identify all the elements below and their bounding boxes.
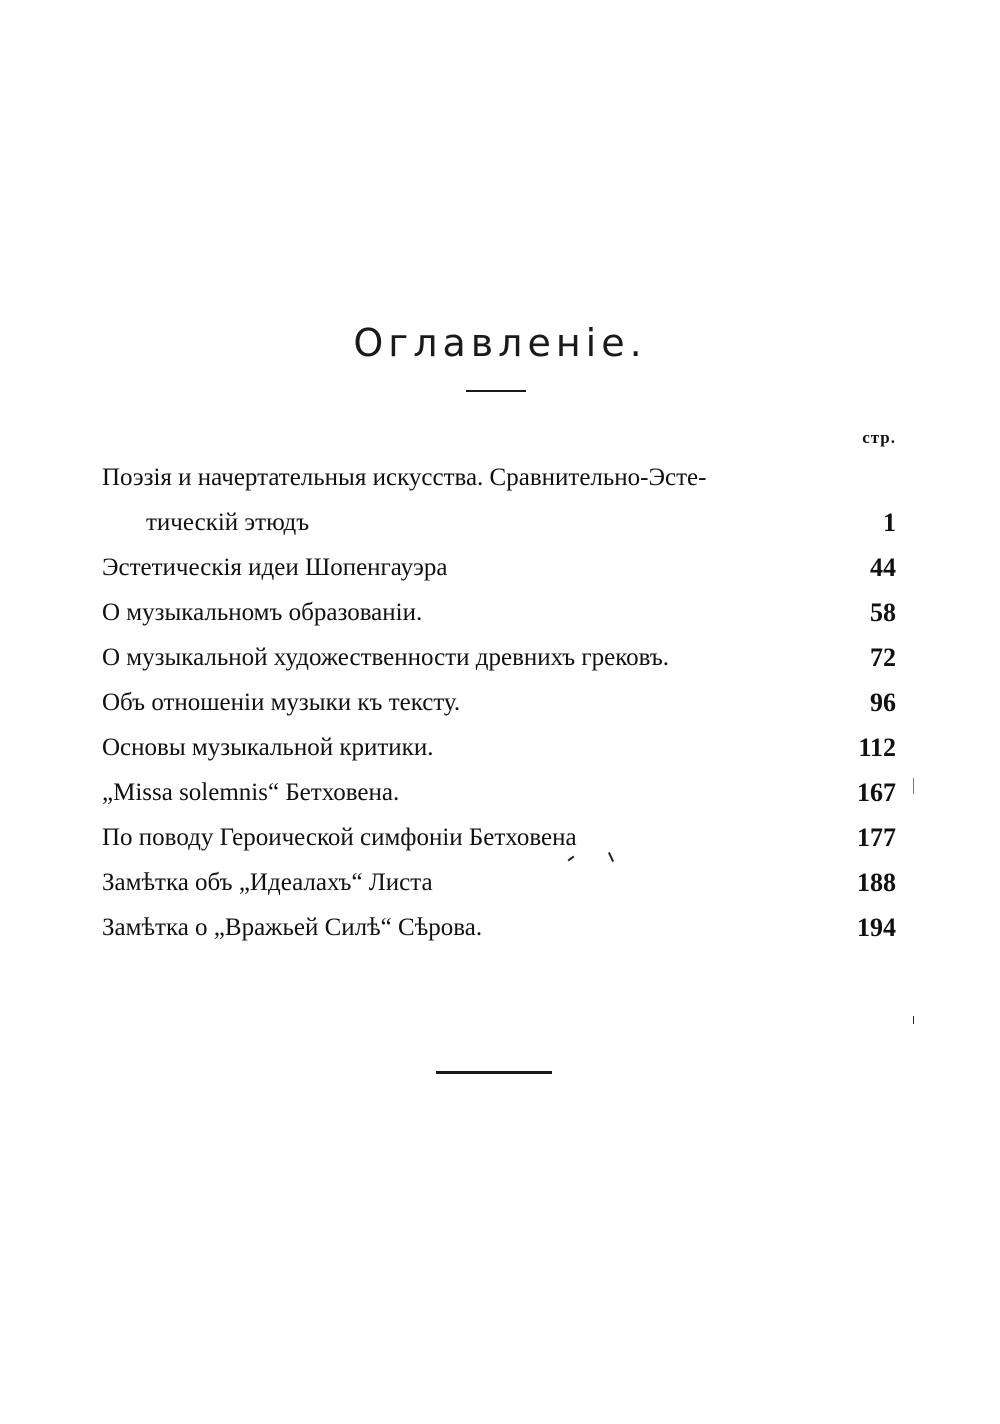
toc-entry[interactable] — [102, 905, 896, 950]
toc-entry-title: Замѣтка объ „Идеалахъ“ Листа — [102, 869, 433, 896]
toc-entry-page-number: 96 — [870, 688, 896, 717]
toc-entry-page-number: 72 — [870, 643, 896, 672]
toc-entry-title: О музыкальномъ образованіи. — [102, 599, 423, 626]
table-of-contents — [102, 455, 896, 950]
toc-entry[interactable] — [102, 860, 896, 905]
bottom-divider — [436, 1071, 552, 1074]
toc-entry-title: Объ отношеніи музыки къ тексту. — [102, 689, 461, 716]
page-column-header: стр. — [862, 428, 896, 447]
toc-entry-title: „Missa solemnis“ Бетховена. — [102, 779, 400, 806]
toc-entry-page-number: 188 — [857, 868, 896, 897]
toc-entry-page-number: 58 — [870, 598, 896, 627]
toc-entry-page-number: 44 — [870, 553, 896, 582]
page-title: Оглавленіе. — [353, 321, 647, 366]
toc-entry[interactable] — [102, 680, 896, 725]
toc-entry-page-number: 177 — [857, 823, 896, 852]
toc-entry[interactable] — [102, 635, 896, 680]
toc-entry-page-number: 167 — [857, 778, 896, 807]
toc-entry-title: О музыкальной художественности древнихъ грековъ. — [102, 644, 669, 671]
toc-entry-title: По поводу Героической симфоніи Бетховена — [102, 824, 577, 851]
toc-entry-page-number: 112 — [858, 733, 896, 762]
toc-entry[interactable] — [102, 455, 896, 545]
scan-artifact — [913, 778, 914, 794]
title-divider — [466, 390, 526, 392]
toc-entry[interactable] — [102, 770, 896, 815]
toc-entry[interactable] — [102, 725, 896, 770]
toc-entry[interactable] — [102, 590, 896, 635]
toc-entry-title-continuation: тическій этюдъ — [146, 509, 310, 536]
toc-entry-title: Основы музыкальной критики. — [102, 734, 434, 761]
toc-entry-title: Эстетическія идеи Шопенгауэра — [102, 554, 448, 581]
toc-entry[interactable] — [102, 815, 896, 860]
toc-entry-title: Поэзія и начертательныя искусства. Сравнительно-Эсте- — [102, 464, 707, 491]
toc-entry-title: Замѣтка о „Вражьей Силѣ“ Сѣрова. — [102, 914, 483, 941]
scan-artifact — [913, 1016, 914, 1024]
toc-entry-page-number: 1 — [883, 508, 896, 537]
toc-entry[interactable] — [102, 545, 896, 590]
toc-entry-page-number: 194 — [857, 913, 896, 942]
